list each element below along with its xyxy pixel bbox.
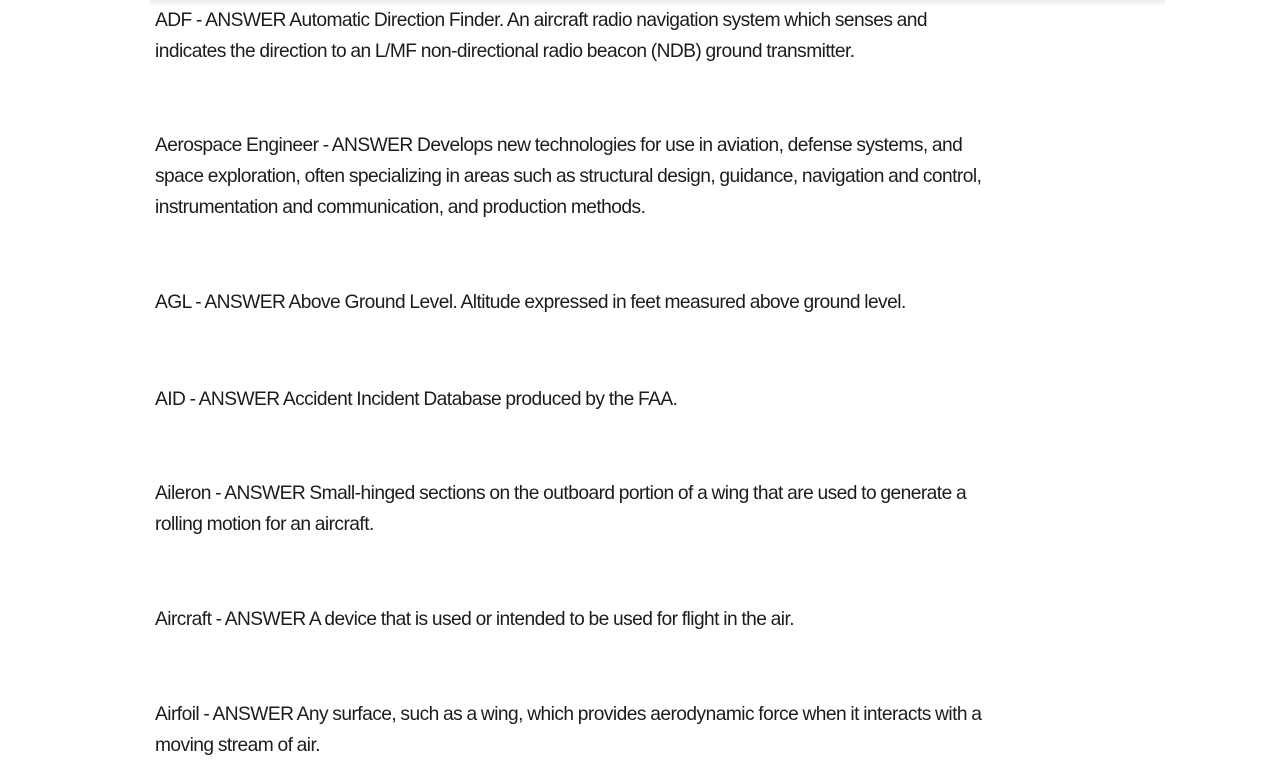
glossary-entry-aerospace-engineer [155,130,1165,223]
entry-line: rolling motion for an aircraft. [155,514,374,535]
entry-line: AID - ANSWER Accident Incident Database produced by the FAA. [155,389,678,410]
entry-line: indicates the direction to an L/MF non-directional radio beacon (NDB) ground transmitter. [155,41,855,62]
entry-line: AGL - ANSWER Above Ground Level. Altitude expressed in feet measured above ground level. [155,292,906,313]
entry-line: space exploration, often specializing in areas such as structural design, guidance, navigation and control, [155,166,982,187]
glossary-entry-aid [155,384,1165,415]
entry-line: Aerospace Engineer - ANSWER Develops new technologies for use in aviation, defense systems, and [155,135,963,156]
entry-line: ADF - ANSWER Automatic Direction Finder. An aircraft radio navigation system which senses and [155,10,928,31]
glossary-entry-adf [155,5,1165,67]
glossary-entry-aileron [155,478,1165,540]
glossary-entry-airfoil [155,699,1165,761]
glossary-entry-agl [155,287,1165,318]
entry-line: Aircraft - ANSWER A device that is used or intended to be used for flight in the air. [155,609,795,630]
entry-line: Airfoil - ANSWER Any surface, such as a wing, which provides aerodynamic force when it interacts with a [155,704,982,725]
entry-line: moving stream of air. [155,735,321,756]
entry-line: Aileron - ANSWER Small-hinged sections on the outboard portion of a wing that are used to generate a [155,483,967,504]
entry-line: instrumentation and communication, and production methods. [155,197,646,218]
glossary-entry-aircraft [155,604,1165,635]
